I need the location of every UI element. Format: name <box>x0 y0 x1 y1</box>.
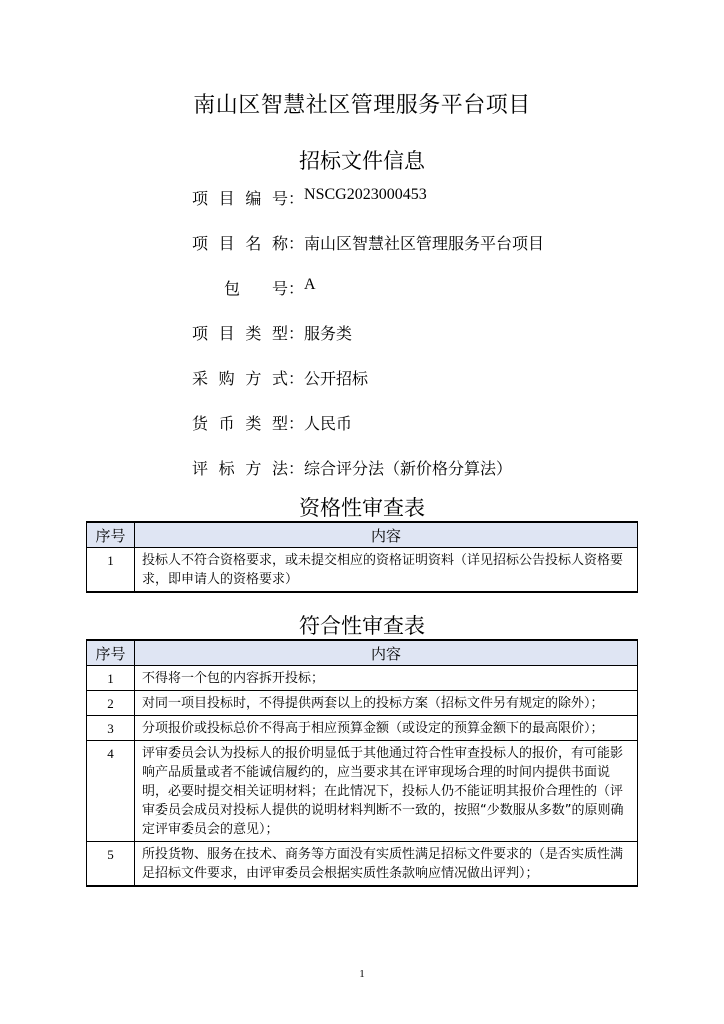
row-index: 1 <box>87 548 135 593</box>
row-index: 1 <box>87 666 135 691</box>
compliance-table <box>86 639 638 887</box>
info-label: 采购方式 <box>192 369 288 388</box>
info-row-currency-type <box>192 411 544 456</box>
info-colon: ： <box>288 459 305 478</box>
row-index: 5 <box>87 842 135 887</box>
row-content: 对同一项目投标时，不得提供两套以上的投标方案（招标文件另有规定的除外）； <box>135 691 638 716</box>
qualification-table <box>86 521 638 593</box>
row-content: 不得将一个包的内容拆开投标； <box>135 666 638 691</box>
row-content: 投标人不符合资格要求，或未提交相应的资格证明资料（详见招标公告投标人资格要求，即申请人的资格要求） <box>135 548 638 593</box>
info-colon: ： <box>288 414 305 433</box>
column-header-index: 序号 <box>87 640 135 666</box>
info-label: 货币类型 <box>192 414 288 433</box>
info-value: A <box>304 276 316 293</box>
info-label: 包 号 <box>224 279 288 298</box>
info-colon: ： <box>288 279 305 298</box>
row-index: 4 <box>87 741 135 842</box>
info-row-procurement-method <box>192 366 544 411</box>
table-row <box>87 716 638 741</box>
compliance-table-title: 符合性审查表 <box>299 614 425 638</box>
row-index: 2 <box>87 691 135 716</box>
column-header-content: 内容 <box>135 522 638 548</box>
info-colon: ： <box>288 369 305 388</box>
project-info-list <box>192 186 544 501</box>
info-row-project-type <box>192 321 544 366</box>
column-header-index: 序号 <box>87 522 135 548</box>
info-label: 项目名称 <box>192 234 288 253</box>
info-colon: ： <box>288 189 305 208</box>
row-content: 所投货物、服务在技术、商务等方面没有实质性满足招标文件要求的（是否实质性满足招标文件要求，由评审委员会根据实质性条款响应情况做出评判）； <box>135 842 638 887</box>
table-header-row <box>87 640 638 666</box>
info-colon: ： <box>288 234 305 253</box>
info-label: 项目类型 <box>192 324 288 343</box>
info-value: NSCG2023000453 <box>304 186 427 203</box>
table-header-row <box>87 522 638 548</box>
table-row <box>87 666 638 691</box>
table-row <box>87 842 638 887</box>
info-colon: ： <box>288 324 305 343</box>
page-number: 1 <box>359 968 365 980</box>
table-row <box>87 691 638 716</box>
section-title: 招标文件信息 <box>299 149 425 173</box>
document-title: 南山区智慧社区管理服务平台项目 <box>193 93 531 118</box>
info-row-package-number <box>192 276 544 321</box>
row-content: 评审委员会认为投标人的报价明显低于其他通过符合性审查投标人的报价，有可能影响产品质量或者不能诚信履约的，应当要求其在评审现场合理的时间内提供书面说明，必要时提交相关证明材料；在此情况下，投标人仍不能证明其报价合理性的（评审委员会成员对投标人提供的说明材料判断不一致的，按照“少数服从多数”的原则确定评审委员会的意见）； <box>135 741 638 842</box>
qualification-table-title: 资格性审查表 <box>299 496 425 520</box>
info-value: 综合评分法（新价格分算法） <box>304 459 513 478</box>
info-row-project-number <box>192 186 544 231</box>
info-value: 服务类 <box>304 324 353 343</box>
column-header-content: 内容 <box>135 640 638 666</box>
table-row <box>87 548 638 593</box>
table-row <box>87 741 638 842</box>
row-content: 分项报价或投标总价不得高于相应预算金额（或设定的预算金额下的最高限价）； <box>135 716 638 741</box>
info-label: 项目编号 <box>192 189 288 208</box>
info-row-project-name <box>192 231 544 276</box>
info-label: 评标方法 <box>192 459 288 478</box>
row-index: 3 <box>87 716 135 741</box>
info-value: 人民币 <box>304 414 353 433</box>
info-value: 公开招标 <box>304 369 369 388</box>
info-value: 南山区智慧社区管理服务平台项目 <box>304 234 545 253</box>
